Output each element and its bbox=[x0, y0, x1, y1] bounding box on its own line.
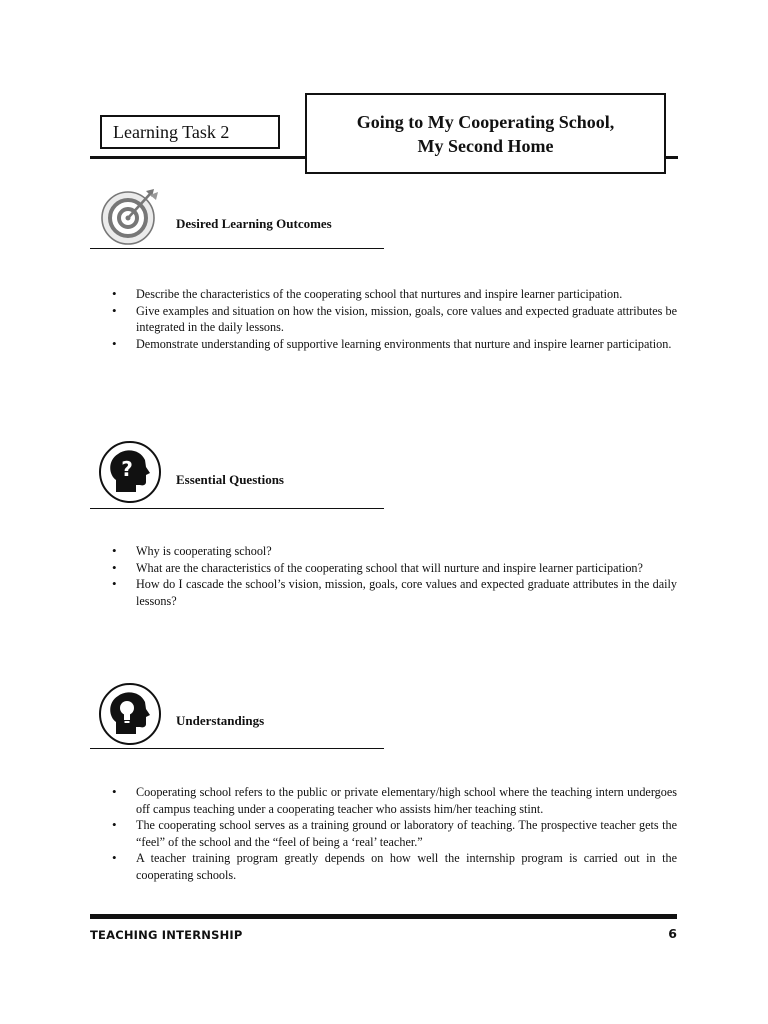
page-title-line2: My Second Home bbox=[417, 135, 554, 156]
page-number: 6 bbox=[668, 926, 677, 941]
questions-title: Essential Questions bbox=[176, 472, 284, 487]
footer-course-title: TEACHING INTERNSHIP bbox=[90, 928, 243, 942]
list-item: • How do I cascade the school’s vision, mission, goals, core values and expected graduate attributes in the daily lessons? bbox=[110, 576, 677, 609]
list-item: • What are the characteristics of the cooperating school that will nurture and inspire learner participation? bbox=[110, 560, 677, 577]
outcomes-title: Desired Learning Outcomes bbox=[176, 216, 332, 231]
list-item: • Cooperating school refers to the public or private elementary/high school where the teaching intern undergoes off campus teaching under a cooperating teacher who assists him/her teaching stint. bbox=[110, 784, 677, 817]
understandings-title: Understandings bbox=[176, 713, 265, 728]
understandings-rule bbox=[90, 748, 384, 749]
footer-rule bbox=[90, 914, 677, 919]
list-item: • Why is cooperating school? bbox=[110, 543, 677, 560]
list-item: • The cooperating school serves as a training ground or laboratory of teaching. The prospective teacher gets the “feel” of the school and the “feel of being a ‘real’ teacher.” bbox=[110, 817, 677, 850]
task-label-box bbox=[100, 115, 280, 149]
understandings-list bbox=[110, 784, 677, 883]
questions-rule bbox=[90, 508, 384, 509]
page-title-box bbox=[305, 93, 666, 174]
list-item: • Demonstrate understanding of supportive learning environments that nurture and inspire learner participation. bbox=[110, 336, 677, 353]
head-lightbulb-icon bbox=[98, 682, 162, 746]
target-icon bbox=[98, 186, 162, 250]
list-item: • A teacher training program greatly depends on how well the internship program is carried out in the cooperating schools. bbox=[110, 850, 677, 883]
task-label: Learning Task 2 bbox=[113, 121, 230, 142]
list-item: • Describe the characteristics of the cooperating school that nurtures and inspire learner participation. bbox=[110, 286, 677, 303]
page-title-line1: Going to My Cooperating School, bbox=[356, 111, 615, 132]
head-question-icon bbox=[98, 440, 162, 504]
questions-list bbox=[110, 543, 677, 609]
outcomes-rule bbox=[90, 248, 384, 249]
outcomes-list bbox=[110, 286, 677, 352]
list-item: • Give examples and situation on how the vision, mission, goals, core values and expected graduate attributes be integrated in the daily lessons. bbox=[110, 303, 677, 336]
svg-text:?: ? bbox=[121, 457, 133, 481]
